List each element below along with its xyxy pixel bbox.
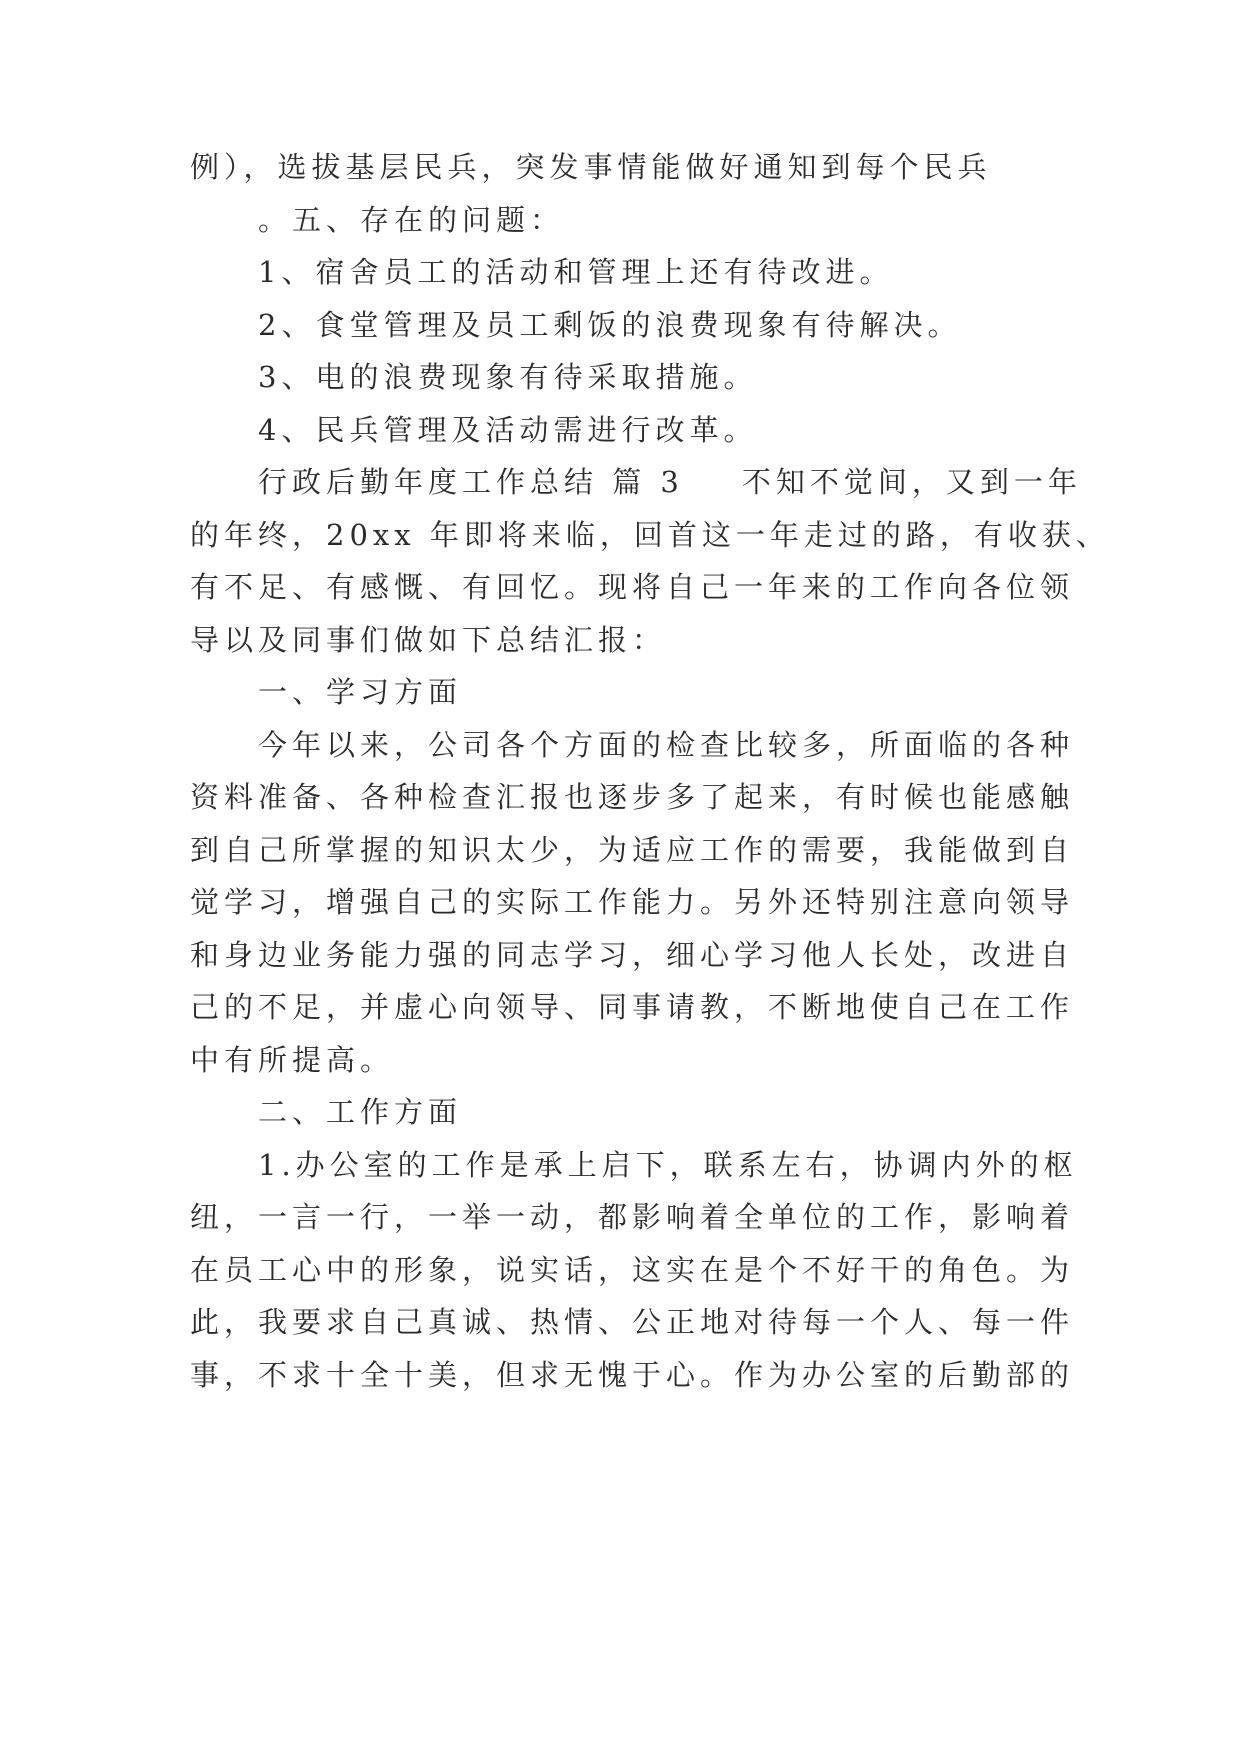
text-line: 和身边业务能力强的同志学习，细心学习他人长处，改进自 xyxy=(190,938,1075,972)
list-item: 3、电的浪费现象有待采取措施。 xyxy=(258,360,758,394)
text-line: 1.办公室的工作是承上启下，联系左右，协调内外的枢 xyxy=(258,1148,1078,1182)
text-line: 有不足、有感慨、有回忆。现将自己一年来的工作向各位领 xyxy=(190,570,1075,604)
text-line: 导以及同事们做如下总结汇报： xyxy=(190,623,667,657)
article-title-line xyxy=(258,462,1082,502)
text-line: 到自己所掌握的知识太少，为适应工作的需要，我能做到自 xyxy=(190,833,1075,867)
text-line: 的年终，20xx 年即将来临，回首这一年走过的路，有收获、 xyxy=(190,518,1110,552)
section-heading: 二、工作方面 xyxy=(258,1095,463,1129)
text-line: 己的不足，并虚心向领导、同事请教，不断地使自己在工作 xyxy=(190,990,1075,1024)
article-title: 行政后勤年度工作总结 篇 3 xyxy=(258,465,684,499)
text-line: 中有所提高。 xyxy=(190,1043,395,1077)
list-item: 1、宿舍员工的活动和管理上还有待改进。 xyxy=(258,255,894,289)
text-line: 此，我要求自己真诚、热情、公正地对待每一个人、每一件 xyxy=(190,1305,1075,1339)
text-line: 事，不求十全十美，但求无愧于心。作为办公室的后勤部的 xyxy=(190,1358,1075,1392)
list-item: 2、食堂管理及员工剩饭的浪费现象有待解决。 xyxy=(258,308,962,342)
text-line: 觉学习，增强自己的实际工作能力。另外还特别注意向领导 xyxy=(190,885,1075,919)
text-line: 在员工心中的形象，说实话，这实在是个不好干的角色。为 xyxy=(190,1253,1075,1287)
text-line: 例），选拔基层民兵，突发事情能做好通知到每个民兵 xyxy=(190,150,992,184)
paragraph-start: 不知不觉间，又到一年 xyxy=(741,465,1082,499)
list-item: 4、民兵管理及活动需进行改革。 xyxy=(258,413,758,447)
text-line: 资料准备、各种检查汇报也逐步多了起来，有时候也能感触 xyxy=(190,780,1075,814)
text-line: 今年以来，公司各个方面的检查比较多，所面临的各种 xyxy=(258,728,1075,762)
section-heading: 。五、存在的问题： xyxy=(258,203,565,237)
text-line: 纽，一言一行，一举一动，都影响着全单位的工作，影响着 xyxy=(190,1200,1075,1234)
section-heading: 一、学习方面 xyxy=(258,675,463,709)
